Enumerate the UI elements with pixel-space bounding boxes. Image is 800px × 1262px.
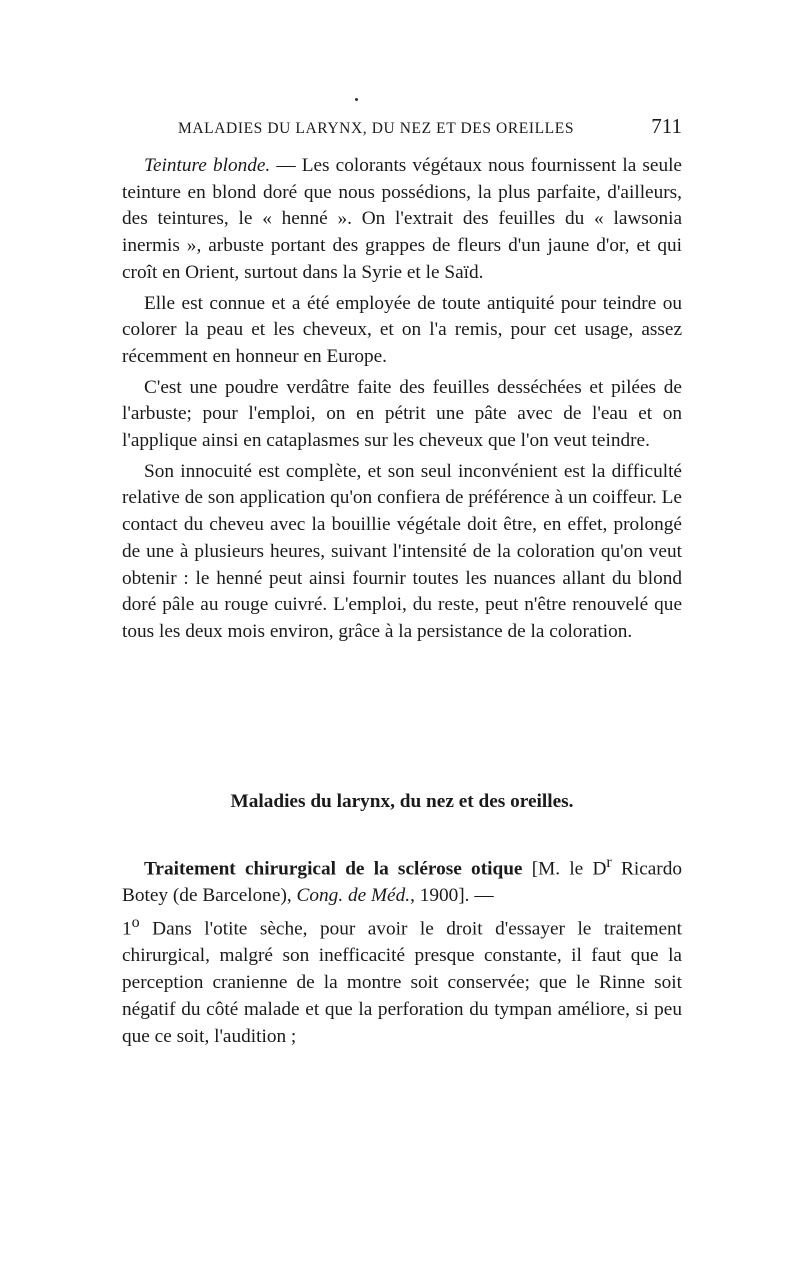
reference-superscript: r (606, 854, 612, 871)
page-number: 711 (651, 114, 682, 138)
item-superscript: o (131, 914, 140, 932)
running-head (178, 114, 682, 144)
body-text (122, 153, 682, 646)
paragraph-lead-italic: Teinture blonde. (144, 155, 271, 176)
section-heading: Maladies du larynx, du nez et des oreilles. (230, 791, 574, 812)
paragraph-sclerose-otique (122, 850, 682, 1050)
paragraph-henne-application: Son innocuité est complète, et son seul inconvénient est la difficulté relative de son application qu'on confiera de préférence à un coiffeur. Le contact du cheveu avec la bouillie végétale doit être, en effet, prolongé de une à plusieurs heures, suivant l'intensité de la coloration qu'on veut obtenir : le henné peut ainsi fournir toutes les nuances allant du blond doré pâle au rouge cuivré. L'emploi, du reste, peut n'être renouvelé que tous les deux mois environ, grâce à la persistance de la coloration. (122, 460, 682, 642)
item-number: 1 (122, 918, 132, 940)
paragraph-lead-bold: Traitement chirurgical de la sclérose otique (144, 858, 523, 880)
item-text: Dans l'otite sèche, pour avoir le droit d'essayer le traitement chirurgical, malgré son inefficacité presque constante, il faut que la perception cranienne de la montre soit conservée; que le Rinne soit négatif du côté malade et que la perforation du tympan améliore, si peu que ce soit, l'audition ; (122, 918, 682, 1047)
section-text (122, 850, 682, 1050)
paragraph-teinture-blonde (122, 153, 682, 287)
paragraph-henne-preparation: C'est une poudre verdâtre faite des feuilles desséchées et pilées de l'arbuste; pour l'emploi, on en pétrit une pâte avec de l'eau et on l'applique ainsi en cataplasmes sur les cheveux que l'on veut teindre. (122, 376, 682, 452)
paragraph-text: — Les colorants végétaux nous fournissent la seule teinture en blond doré que nous possédions, la plus parfaite, d'ailleurs, des teintures, le « henné ». On l'extrait des feuilles du « lawsonia inermis », arbuste portant des grappes de fleurs d'un jaune d'or, et qui croît en Orient, surtout dans la Syrie et le Saïd. (122, 155, 682, 283)
reference-author: Ricardo Botey (de Barcelone), (122, 858, 683, 907)
print-speck (355, 98, 358, 101)
reference-close: , 1900]. — (410, 885, 494, 907)
running-title: MALADIES DU LARYNX, DU NEZ ET DES OREILLES (178, 120, 575, 137)
paragraph-henne-history: Elle est connue et a été employée de toute antiquité pour teindre ou colorer la peau et les cheveux, et on l'a remis, pour cet usage, assez récemment en honneur en Europe. (122, 292, 682, 367)
reference-journal: Cong. de Méd. (296, 885, 411, 907)
reference-open: [M. le D (522, 858, 607, 880)
